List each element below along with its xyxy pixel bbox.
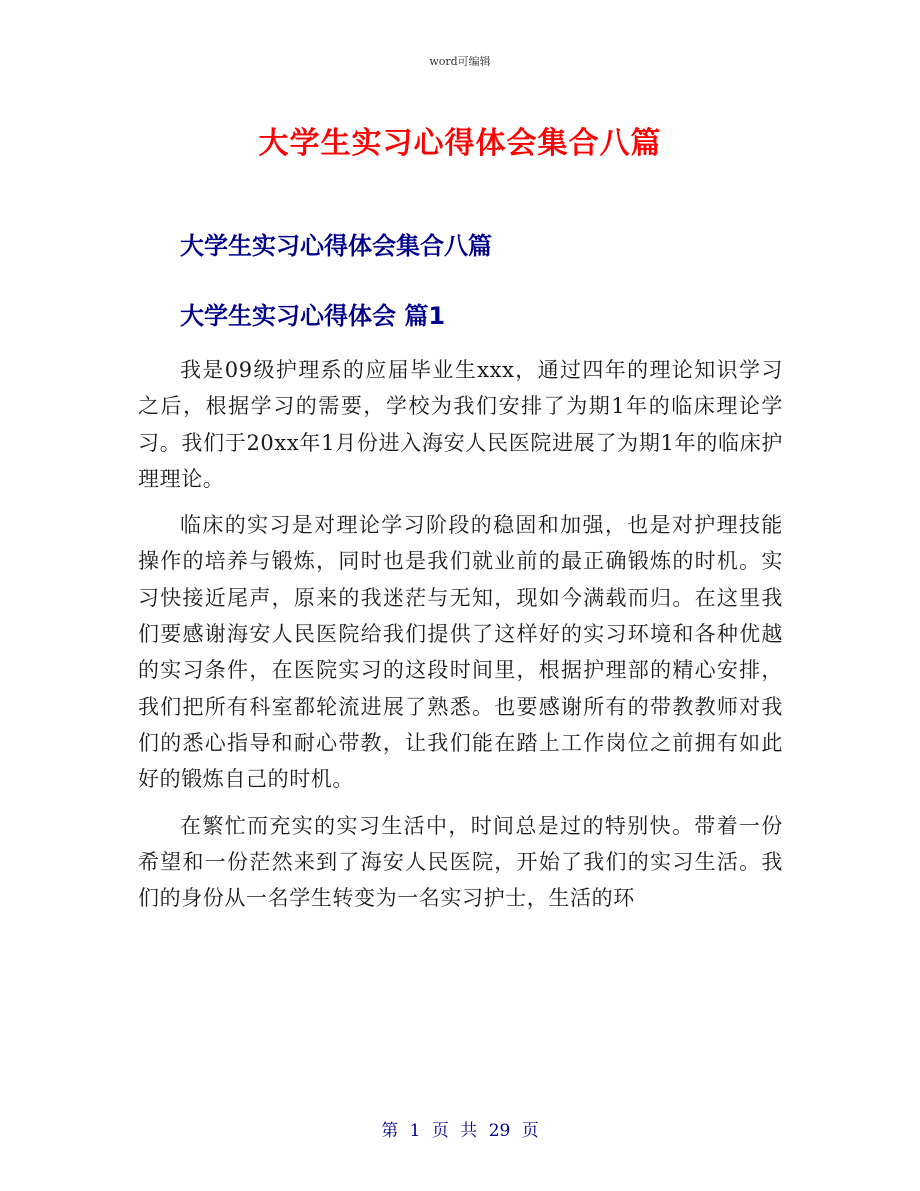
main-heading: 大学生实习心得体会集合八篇 xyxy=(180,232,492,260)
header-note: word可编辑 xyxy=(429,55,491,68)
section-heading: 大学生实习心得体会 篇1 xyxy=(180,302,446,330)
paragraph: 我是09级护理系的应届毕业生xxx，通过四年的理论知识学习之后，根据学习的需要，学校为我们安排了为期1年的临床理论学习。我们于20xx年1月份进入海安人民医院进展了为期1年的临床护理理论。 xyxy=(138,358,783,491)
paragraph: 临床的实习是对理论学习阶段的稳固和加强，也是对护理技能操作的培养与锻炼，同时也是我们就业前的最正确锻炼的时机。实习快接近尾声，原来的我迷茫与无知，现如今满载而归。在这里我们要感谢海安人民医院给我们提供了这样好的实习环境和各种优越的实习条件，在医院实习的这段时间里，根据护理部的精心安排，我们把所有科室都轮流进展了熟悉。也要感谢所有的带教教师对我们的悉心指导和耐心带教，让我们能在踏上工作岗位之前拥有如此好的锻炼自己的时机。 xyxy=(138,513,783,792)
paragraph: 在繁忙而充实的实习生活中，时间总是过的特别快。带着一份希望和一份茫然来到了海安人民医院，开始了我们的实习生活。我们的身份从一名学生转变为一名实习护士，生活的环 xyxy=(138,813,783,911)
page-footer: 第 1 页 共 29 页 xyxy=(381,1121,539,1141)
document-title: 大学生实习心得体会集合八篇 xyxy=(258,126,662,161)
body-text xyxy=(138,352,783,926)
